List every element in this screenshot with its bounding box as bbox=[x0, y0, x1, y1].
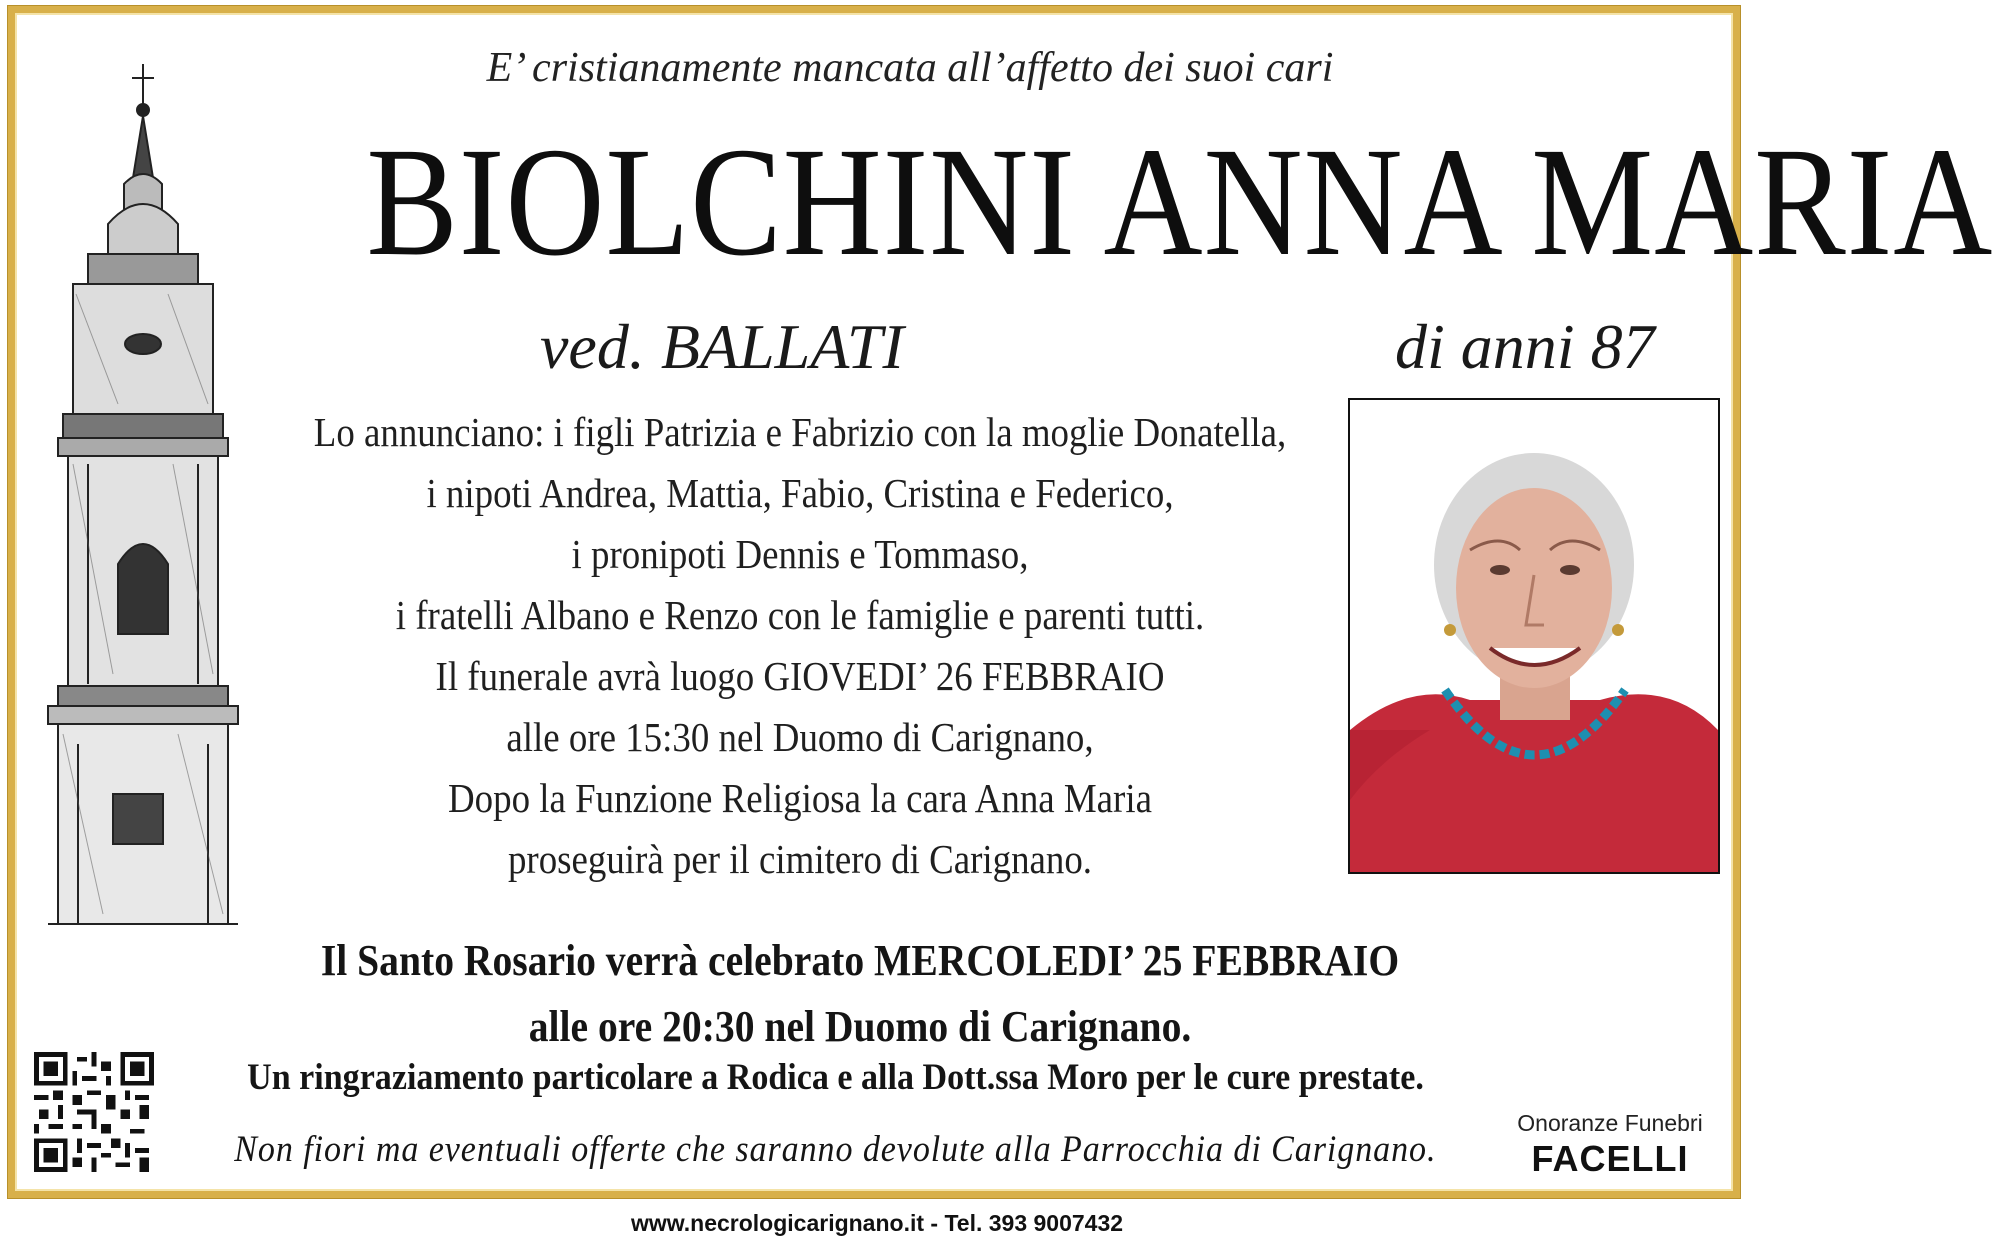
flowers-note bbox=[180, 1128, 1490, 1171]
deceased-name: BIOLCHINI ANNA MARIA bbox=[366, 115, 1993, 288]
announcement-line: proseguirà per il cimitero di Carignano. bbox=[507, 836, 1093, 882]
announcement-line: i fratelli Albano e Renzo con le famiglie e parenti tutti. bbox=[395, 592, 1205, 638]
footer-contact[interactable]: www.necrologicarignano.it - Tel. 393 9007432 bbox=[630, 1210, 1124, 1236]
announcement-line: Dopo la Funzione Religiosa la cara Anna Maria bbox=[448, 775, 1152, 821]
bell-tower-icon bbox=[28, 64, 248, 964]
age: di anni 87 bbox=[1395, 311, 1655, 382]
thanks-line bbox=[170, 1056, 1500, 1099]
rosary-line: alle ore 20:30 nel Duomo di Carignano. bbox=[528, 1002, 1192, 1051]
rosary-block bbox=[170, 928, 1550, 1060]
announcement-line: alle ore 15:30 nel Duomo di Carignano, bbox=[506, 714, 1094, 760]
widow-of: ved. BALLATI bbox=[540, 311, 904, 382]
funeral-home-label: Onoranze Funebri bbox=[1517, 1110, 1703, 1136]
portrait-photo bbox=[1348, 398, 1720, 874]
announcement-line: i pronipoti Dennis e Tommaso, bbox=[571, 531, 1029, 577]
rosary-line: Il Santo Rosario verrà celebrato MERCOLEDI’ 25 FEBBRAIO bbox=[320, 936, 1400, 985]
announcement-line: Lo annunciano: i figli Patrizia e Fabrizio con la moglie Donatella, bbox=[313, 409, 1287, 455]
qr-code-icon[interactable] bbox=[34, 1052, 154, 1172]
funeral-home-name: FACELLI bbox=[1531, 1138, 1689, 1179]
announcement-line: Il funerale avrà luogo GIOVEDI’ 26 FEBBRAIO bbox=[435, 653, 1165, 699]
announcement-block bbox=[240, 402, 1360, 890]
flowers-text: Non fiori ma eventuali offerte che saranno devolute alla Parrocchia di Carignano. bbox=[233, 1129, 1437, 1170]
portrait-image bbox=[1350, 400, 1718, 872]
thanks-text: Un ringraziamento particolare a Rodica e alla Dott.ssa Moro per le cure prestate. bbox=[246, 1057, 1424, 1098]
intro-line: E’ cristianamente mancata all’affetto dei suoi cari bbox=[486, 45, 1334, 91]
announcement-line: i nipoti Andrea, Mattia, Fabio, Cristina e Federico, bbox=[426, 470, 1174, 516]
